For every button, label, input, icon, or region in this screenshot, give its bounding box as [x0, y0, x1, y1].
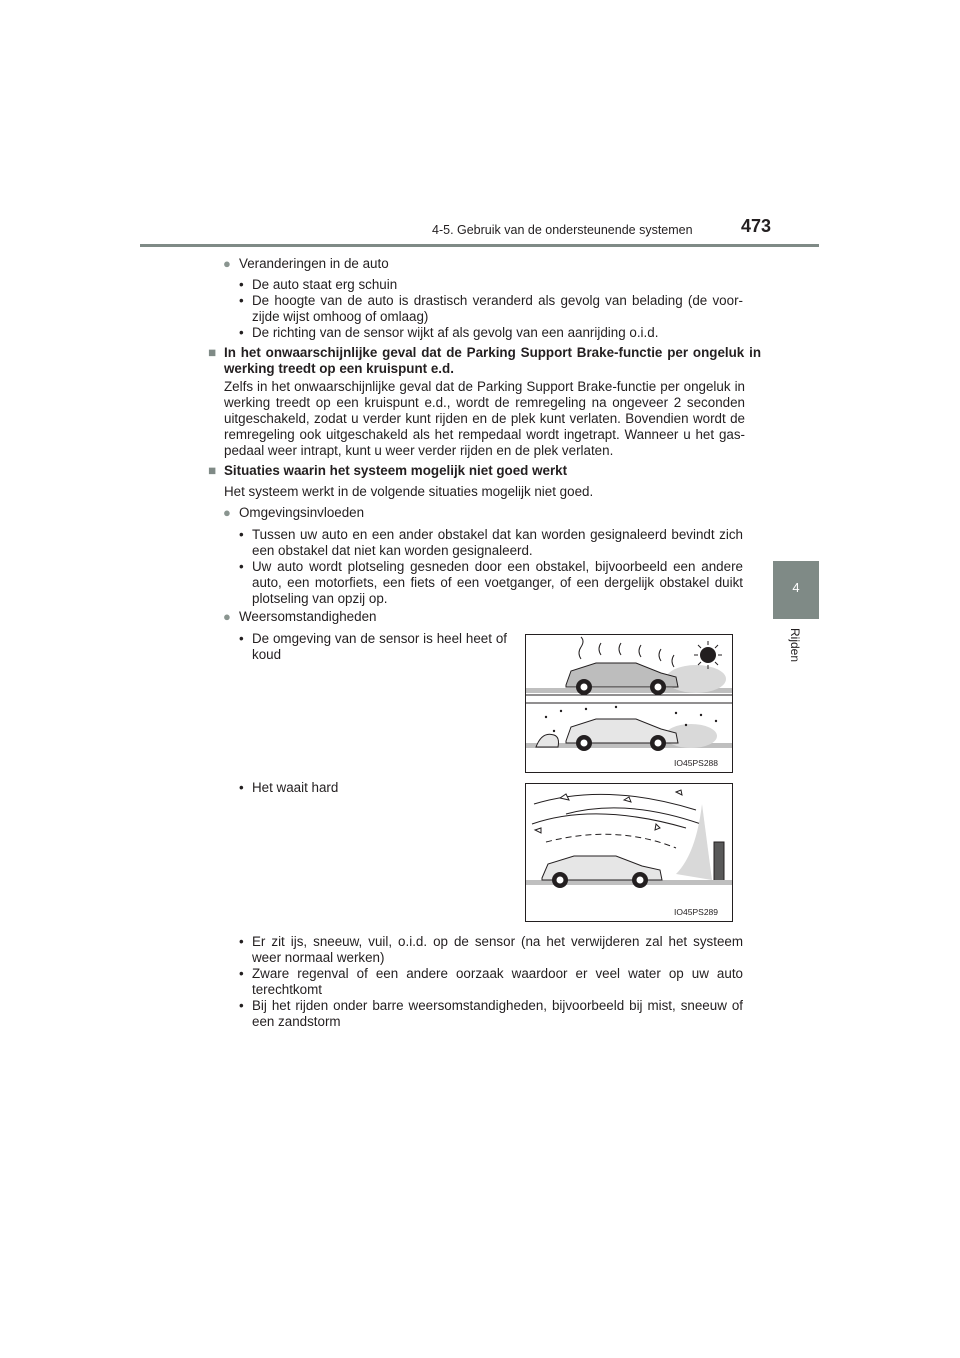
- page-number: 473: [741, 216, 772, 236]
- chapter-number: 4: [792, 580, 800, 595]
- chapter-tab[interactable]: [773, 561, 819, 619]
- heading-text: Situaties waarin het systeem mogelijk niet goed werkt: [224, 463, 568, 478]
- header-rule: [140, 244, 819, 247]
- heading-text: Omgevingsinvloeden: [239, 505, 365, 520]
- vehicle-changes-list: [239, 277, 743, 341]
- list-item: • De omgeving van de sensor is heel heet of koud: [239, 631, 507, 663]
- figure-hot-cold: [525, 634, 733, 773]
- accidental-activation-body: Zelfs in het onwaarschijnlijke geval dat de Parking Support Brake-functie per ongeluk in werking treedt op een kruispunt e.d., wordt de remregeling na ongeveer 2 seconden uitgeschakeld, zodat u verder kunt rijden en de plek kunt verlaten. Bovendien wordt de remregeling ook uitgeschakeld als het rempedaal wordt ingetrapt. Wanneer u het gas-pedaal weer intrapt, kunt u weer verder rijden en de plek verlaten.: [224, 379, 745, 458]
- malfunction-intro: Het systeem werkt in de volgende situaties mogelijk niet goed.: [224, 484, 594, 499]
- section-title: 4-5. Gebruik van de ondersteunende systemen: [432, 223, 693, 237]
- heading-text: Veranderingen in de auto: [239, 256, 389, 271]
- list-item: • Het waait hard: [239, 780, 507, 796]
- list-item: • De hoogte van de auto is drastisch veranderd als gevolg van belading (de voor-zijde wijst omhoog of omlaag): [239, 293, 743, 325]
- chapter-label: Rijden: [788, 628, 802, 663]
- hot-cold-illustration: [526, 635, 732, 772]
- heading-text: Weersomstandigheden: [239, 609, 377, 624]
- wind-illustration: [526, 784, 732, 921]
- weather-item-wind: [239, 780, 507, 796]
- list-item: • Zware regenval of een andere oorzaak waardoor er veel water op uw auto terechtkomt: [239, 966, 743, 998]
- square-bullet-icon: ■: [208, 345, 217, 360]
- list-item: • Er zit ijs, sneeuw, vuil, o.i.d. op de sensor (na het verwijderen zal het systeem weer normaal werken): [239, 934, 743, 966]
- heading-malfunction-situations: [208, 463, 761, 479]
- heading-accidental-activation: [208, 345, 761, 377]
- figure-code: IO45PS288: [674, 758, 718, 768]
- weather-list-continued: [239, 934, 743, 1030]
- circle-bullet-icon: ●: [223, 256, 231, 271]
- environment-list: [239, 527, 743, 607]
- list-item: • De auto staat erg schuin: [239, 277, 743, 293]
- list-item: • De richting van de sensor wijkt af als gevolg van een aanrijding o.i.d.: [239, 325, 743, 341]
- heading-text: In het onwaarschijnlijke geval dat de Parking Support Brake-functie per ongeluk in werking treedt op een kruispunt e.d.: [224, 345, 761, 376]
- figure-wind: [525, 783, 733, 922]
- figure-code: IO45PS289: [674, 907, 718, 917]
- heading-environment: [223, 505, 769, 521]
- list-item: • Bij het rijden onder barre weersomstandigheden, bijvoorbeeld bij mist, sneeuw of een zandstorm: [239, 998, 743, 1030]
- heading-weather: [223, 609, 769, 625]
- weather-item-hot-cold: [239, 631, 507, 663]
- list-item: • Tussen uw auto en een ander obstakel dat kan worden gesignaleerd bevindt zich een obstakel dat niet kan worden gesignaleerd.: [239, 527, 743, 559]
- circle-bullet-icon: ●: [223, 505, 231, 520]
- list-item: • Uw auto wordt plotseling gesneden door een obstakel, bijvoorbeeld een andere auto, een motorfiets, een fiets of een voetganger, of een dergelijk obstakel duikt plotseling van opzij op.: [239, 559, 743, 607]
- circle-bullet-icon: ●: [223, 609, 231, 624]
- square-bullet-icon: ■: [208, 463, 217, 478]
- heading-vehicle-changes: [223, 256, 769, 272]
